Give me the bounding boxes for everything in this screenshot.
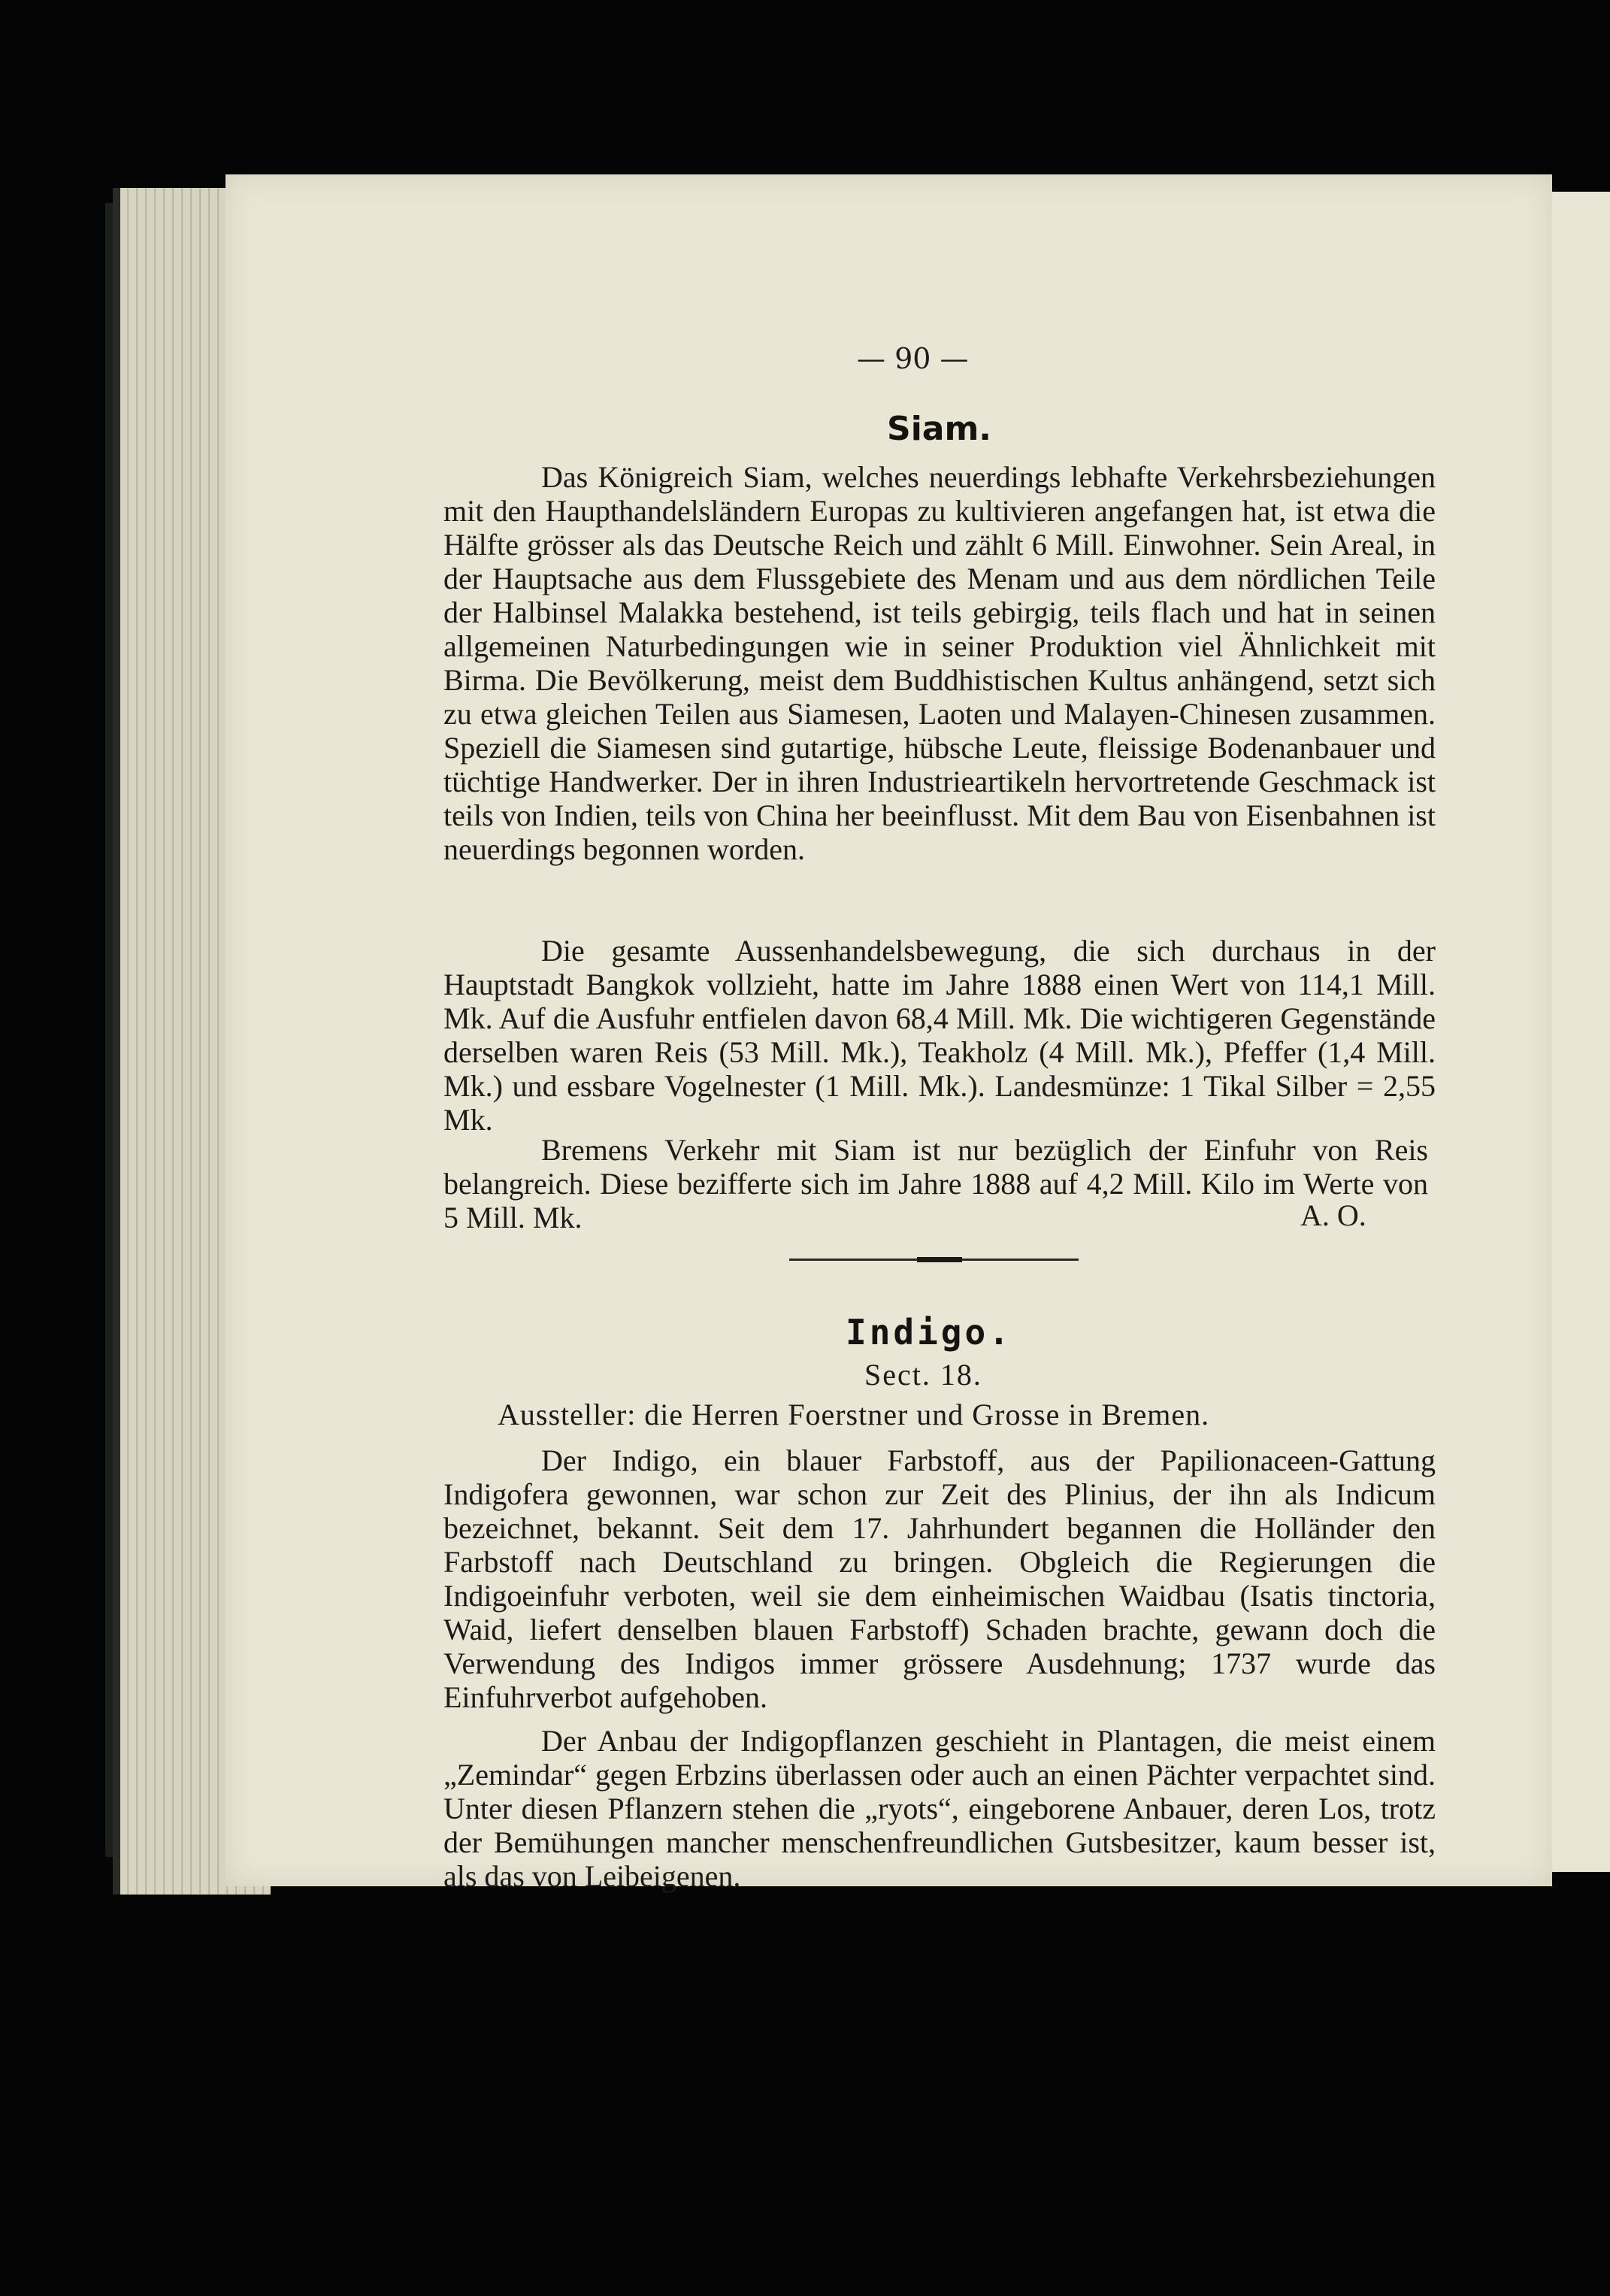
siam-paragraph-3-text: Bremens Verkehr mit Siam ist nur bezüglich der Einfuhr von Reis belangreich. Diese bezifferte sich im Jahre 1888 auf 4,2 Mill. Kilo im Werte von 5 Mill. Mk. — [443, 1133, 1428, 1234]
siam-paragraph-3 — [443, 1133, 1428, 1234]
section-title-indigo: Indigo. — [846, 1312, 1012, 1352]
indigo-paragraph-1-text: Der Indigo, ein blauer Farbstoff, aus der Papilionaceen-Gattung Indigofera gewonnen, war schon zur Zeit des Plinius, der ihn als Indicum bezeichnet, bekannt. Seit dem 17. Jahrhundert begannen die Holländer den Farbstoff nach Deutschland zu bringen. Obgleich die Regierungen die Indigoeinfuhr verboten, weil sie dem einheimischen Waidbau (Isatis tinctoria, Waid, liefert denselben blauen Farbstoff) Schaden brachte, gewann doch die Verwendung des Indigos immer grössere Ausdehnung; 1737 wurde das Einfuhrverbot aufgehoben. — [443, 1443, 1436, 1714]
exhibitor-line: Aussteller: die Herren Foerstner und Grosse in Bremen. — [498, 1398, 1210, 1431]
indigo-paragraph-1 — [443, 1443, 1436, 1714]
siam-paragraph-1 — [443, 460, 1436, 866]
author-signature: A. O. — [1300, 1198, 1366, 1232]
siam-paragraph-2-text: Die gesamte Aussenhandelsbewegung, die sich durchaus in der Hauptstadt Bangkok vollzieht, hatte im Jahre 1888 einen Wert von 114,1 Mill. Mk. Auf die Ausfuhr entfielen davon 68,4 Mill. Mk. Die wichtigeren Gegenstände derselben waren Reis (53 Mill. Mk.), Teakholz (4 Mill. Mk.), Pfeffer (1,4 Mill. Mk.) und essbare Vogelnester (1 Mill. Mk.). Landesmünze: 1 Tikal Silber = 2,55 Mk. — [443, 934, 1436, 1137]
siam-paragraph-1-text: Das Königreich Siam, welches neuerdings lebhafte Verkehrsbeziehungen mit den Haupthandelsländern Europas zu kultivieren angefangen hat, ist etwa die Hälfte grösser als das Deutsche Reich und zählt 6 Mill. Einwohner. Sein Areal, in der Hauptsache aus dem Flussgebiete des Menam und aus dem nördlichen Teile der Halbinsel Malakka bestehend, ist teils gebirgig, teils flach und hat in seinen allgemeinen Naturbedingungen wie in seiner Produktion viel Ähnlichkeit mit Birma. Die Bevölkerung, meist dem Buddhistischen Kultus anhängend, setzt sich zu etwa gleichen Teilen aus Siamesen, Laoten und Malayen-Chinesen zusammen. Speziell die Siamesen sind gutartige, hübsche Leute, fleissige Bodenanbauer und tüchtige Handwerker. Der in ihren Industrieartikeln hervortretende Geschmack ist teils von Indien, teils von China her beeinflusst. Mit dem Bau von Eisenbahnen ist neuerdings begonnen worden. — [443, 460, 1436, 866]
indigo-paragraph-2 — [443, 1724, 1436, 1893]
section-number: Sect. 18. — [864, 1358, 982, 1392]
indigo-paragraph-2-text: Der Anbau der Indigopflanzen geschieht in Plantagen, die meist einem „Zemindar“ gegen Erbzins überlassen oder auch an einen Pächter verpachtet sind. Unter diesen Pflanzern stehen die „ryots“, eingeborene Anbauer, deren Los, trotz der Bemühungen mancher menschenfreundlichen Gutsbesitzer, kaum besser ist, als das von Leibeigenen. — [443, 1724, 1436, 1893]
siam-paragraph-2 — [443, 934, 1436, 1137]
section-divider-center — [917, 1257, 962, 1262]
facing-page-edge — [1550, 192, 1610, 1872]
section-title-siam: Siam. — [887, 410, 992, 448]
page-number: — 90 — — [857, 342, 969, 375]
